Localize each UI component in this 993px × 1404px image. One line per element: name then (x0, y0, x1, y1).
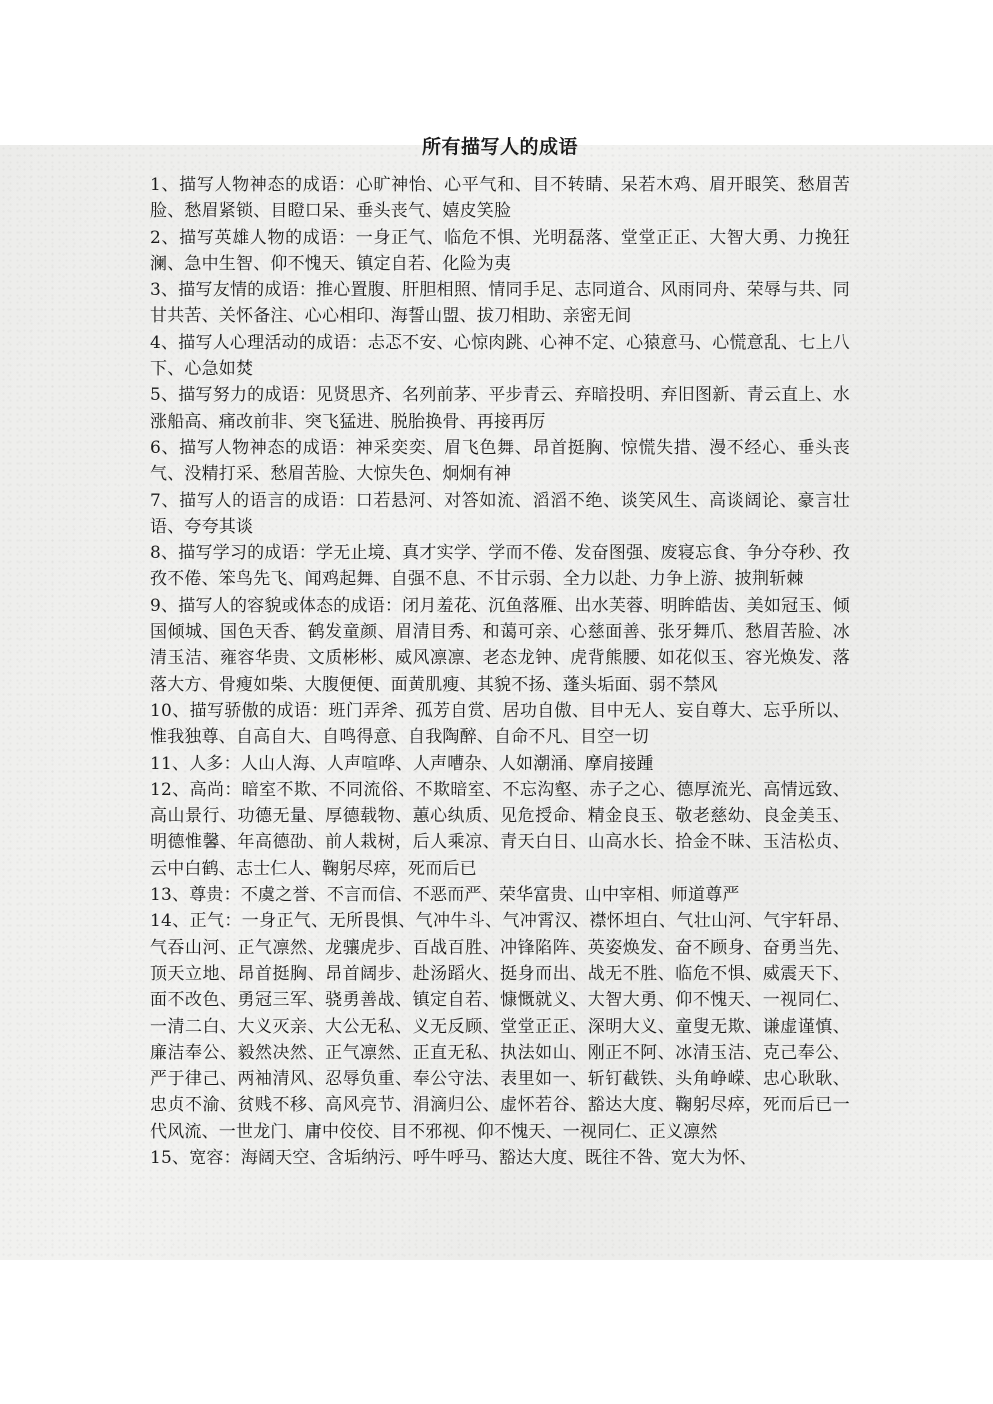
list-item-12: 12、高尚：暗室不欺、不同流俗、不欺暗室、不忘沟壑、赤子之心、德厚流光、高情远致、高山景行、功德无量、厚德载物、蕙心纨质、见危授命、精金良玉、敬老慈幼、良金美玉、明德惟馨、年高德劭、前人栽树，后人乘凉、青天白日、山高水长、拾金不昧、玉洁松贞、云中白鹤、志士仁人、鞠躬尽瘁，死而后已 (150, 779, 850, 879)
page-title: 所有描写人的成语 (421, 136, 578, 158)
list-item-4: 4、描写人心理活动的成语：忐忑不安、心惊肉跳、心神不定、心猿意马、心慌意乱、七上八下、心急如焚 (150, 332, 850, 380)
list-item-7: 7、描写人的语言的成语：口若悬河、对答如流、滔滔不绝、谈笑风生、高谈阔论、豪言壮语、夸夸其谈 (150, 490, 850, 537)
list-item-1: 1、描写人物神态的成语：心旷神怡、心平气和、目不转睛、呆若木鸡、眉开眼笑、愁眉苦脸、愁眉紧锁、目瞪口呆、垂头丧气、嬉皮笑脸 (150, 175, 850, 222)
list-item-3: 3、描写友情的成语：推心置腹、肝胆相照、情同手足、志同道合、风雨同舟、荣辱与共、同甘共苦、关怀备注、心心相印、海誓山盟、拔刀相助、亲密无间 (150, 280, 850, 327)
list-item-8: 8、描写学习的成语：学无止境、真才实学、学而不倦、发奋图强、废寝忘食、争分夺秒、孜孜不倦、笨鸟先飞、闻鸡起舞、自强不息、不甘示弱、全力以赴、力争上游、披荆斩棘 (150, 543, 850, 590)
list-item-2: 2、描写英雄人物的成语：一身正气、临危不惧、光明磊落、堂堂正正、大智大勇、力挽狂澜、急中生智、仰不愧天、镇定自若、化险为夷 (150, 227, 850, 274)
list-item-13: 13、尊贵：不虞之誉、不言而信、不恶而严、荣华富贵、山中宰相、师道尊严 (150, 885, 740, 906)
document-page (150, 132, 850, 1171)
list-item-6: 6、描写人物神态的成语：神采奕奕、眉飞色舞、昂首挺胸、惊慌失措、漫不经心、垂头丧气、没精打采、愁眉苦脸、大惊失色、炯炯有神 (150, 437, 850, 485)
idiom-list (150, 172, 850, 1171)
list-item-10: 10、描写骄傲的成语：班门弄斧、孤芳自赏、居功自傲、目中无人、妄自尊大、忘乎所以、惟我独尊、自高自大、自鸣得意、自我陶醉、自命不凡、目空一切 (150, 700, 850, 748)
list-item-5: 5、描写努力的成语：见贤思齐、名列前茅、平步青云、弃暗投明、弃旧图新、青云直上、水涨船高、痛改前非、突飞猛进、脱胎换骨、再接再厉 (150, 385, 850, 432)
list-item-9: 9、描写人的容貌或体态的成语：闭月羞花、沉鱼落雁、出水芙蓉、明眸皓齿、美如冠玉、倾国倾城、国色天香、鹤发童颜、眉清目秀、和蔼可亲、心慈面善、张牙舞爪、愁眉苦脸、冰清玉洁、雍容华贵、文质彬彬、威风凛凛、老态龙钟、虎背熊腰、如花似玉、容光焕发、落落大方、骨瘦如柴、大腹便便、面黄肌瘦、其貌不扬、蓬头垢面、弱不禁风 (150, 595, 850, 695)
list-item-11: 11、人多：人山人海、人声喧哗、人声嘈杂、人如潮涌、摩肩接踵 (150, 753, 654, 774)
list-item-14: 14、正气：一身正气、无所畏惧、气冲牛斗、气冲霄汉、襟怀坦白、气壮山河、气宇轩昂、气吞山河、正气凛然、龙骧虎步、百战百胜、冲锋陷阵、英姿焕发、奋不顾身、奋勇当先、顶天立地、昂首挺胸、昂首阔步、赴汤蹈火、挺身而出、战无不胜、临危不惧、威震天下、面不改色、勇冠三军、骁勇善战、镇定自若、慷慨就义、大智大勇、仰不愧天、一视同仁、一清二白、大义灭亲、大公无私、义无反顾、堂堂正正、深明大义、童叟无欺、谦虚谨慎、廉洁奉公、毅然决然、正气凛然、正直无私、执法如山、刚正不阿、冰清玉洁、克己奉公、严于律己、两袖清风、忍辱负重、奉公守法、表里如一、斩钉截铁、头角峥嵘、忠心耿耿、忠贞不渝、贫贱不移、高风亮节、涓滴归公、虚怀若谷、豁达大度、鞠躬尽瘁，死而后已一代风流、一世龙门、庸中佼佼、目不邪视、仰不愧天、一视同仁、正义凛然 (150, 911, 850, 1142)
list-item-15: 15、宽容：海阔天空、含垢纳污、呼牛呼马、豁达大度、既往不咎、宽大为怀、 (150, 1147, 757, 1168)
